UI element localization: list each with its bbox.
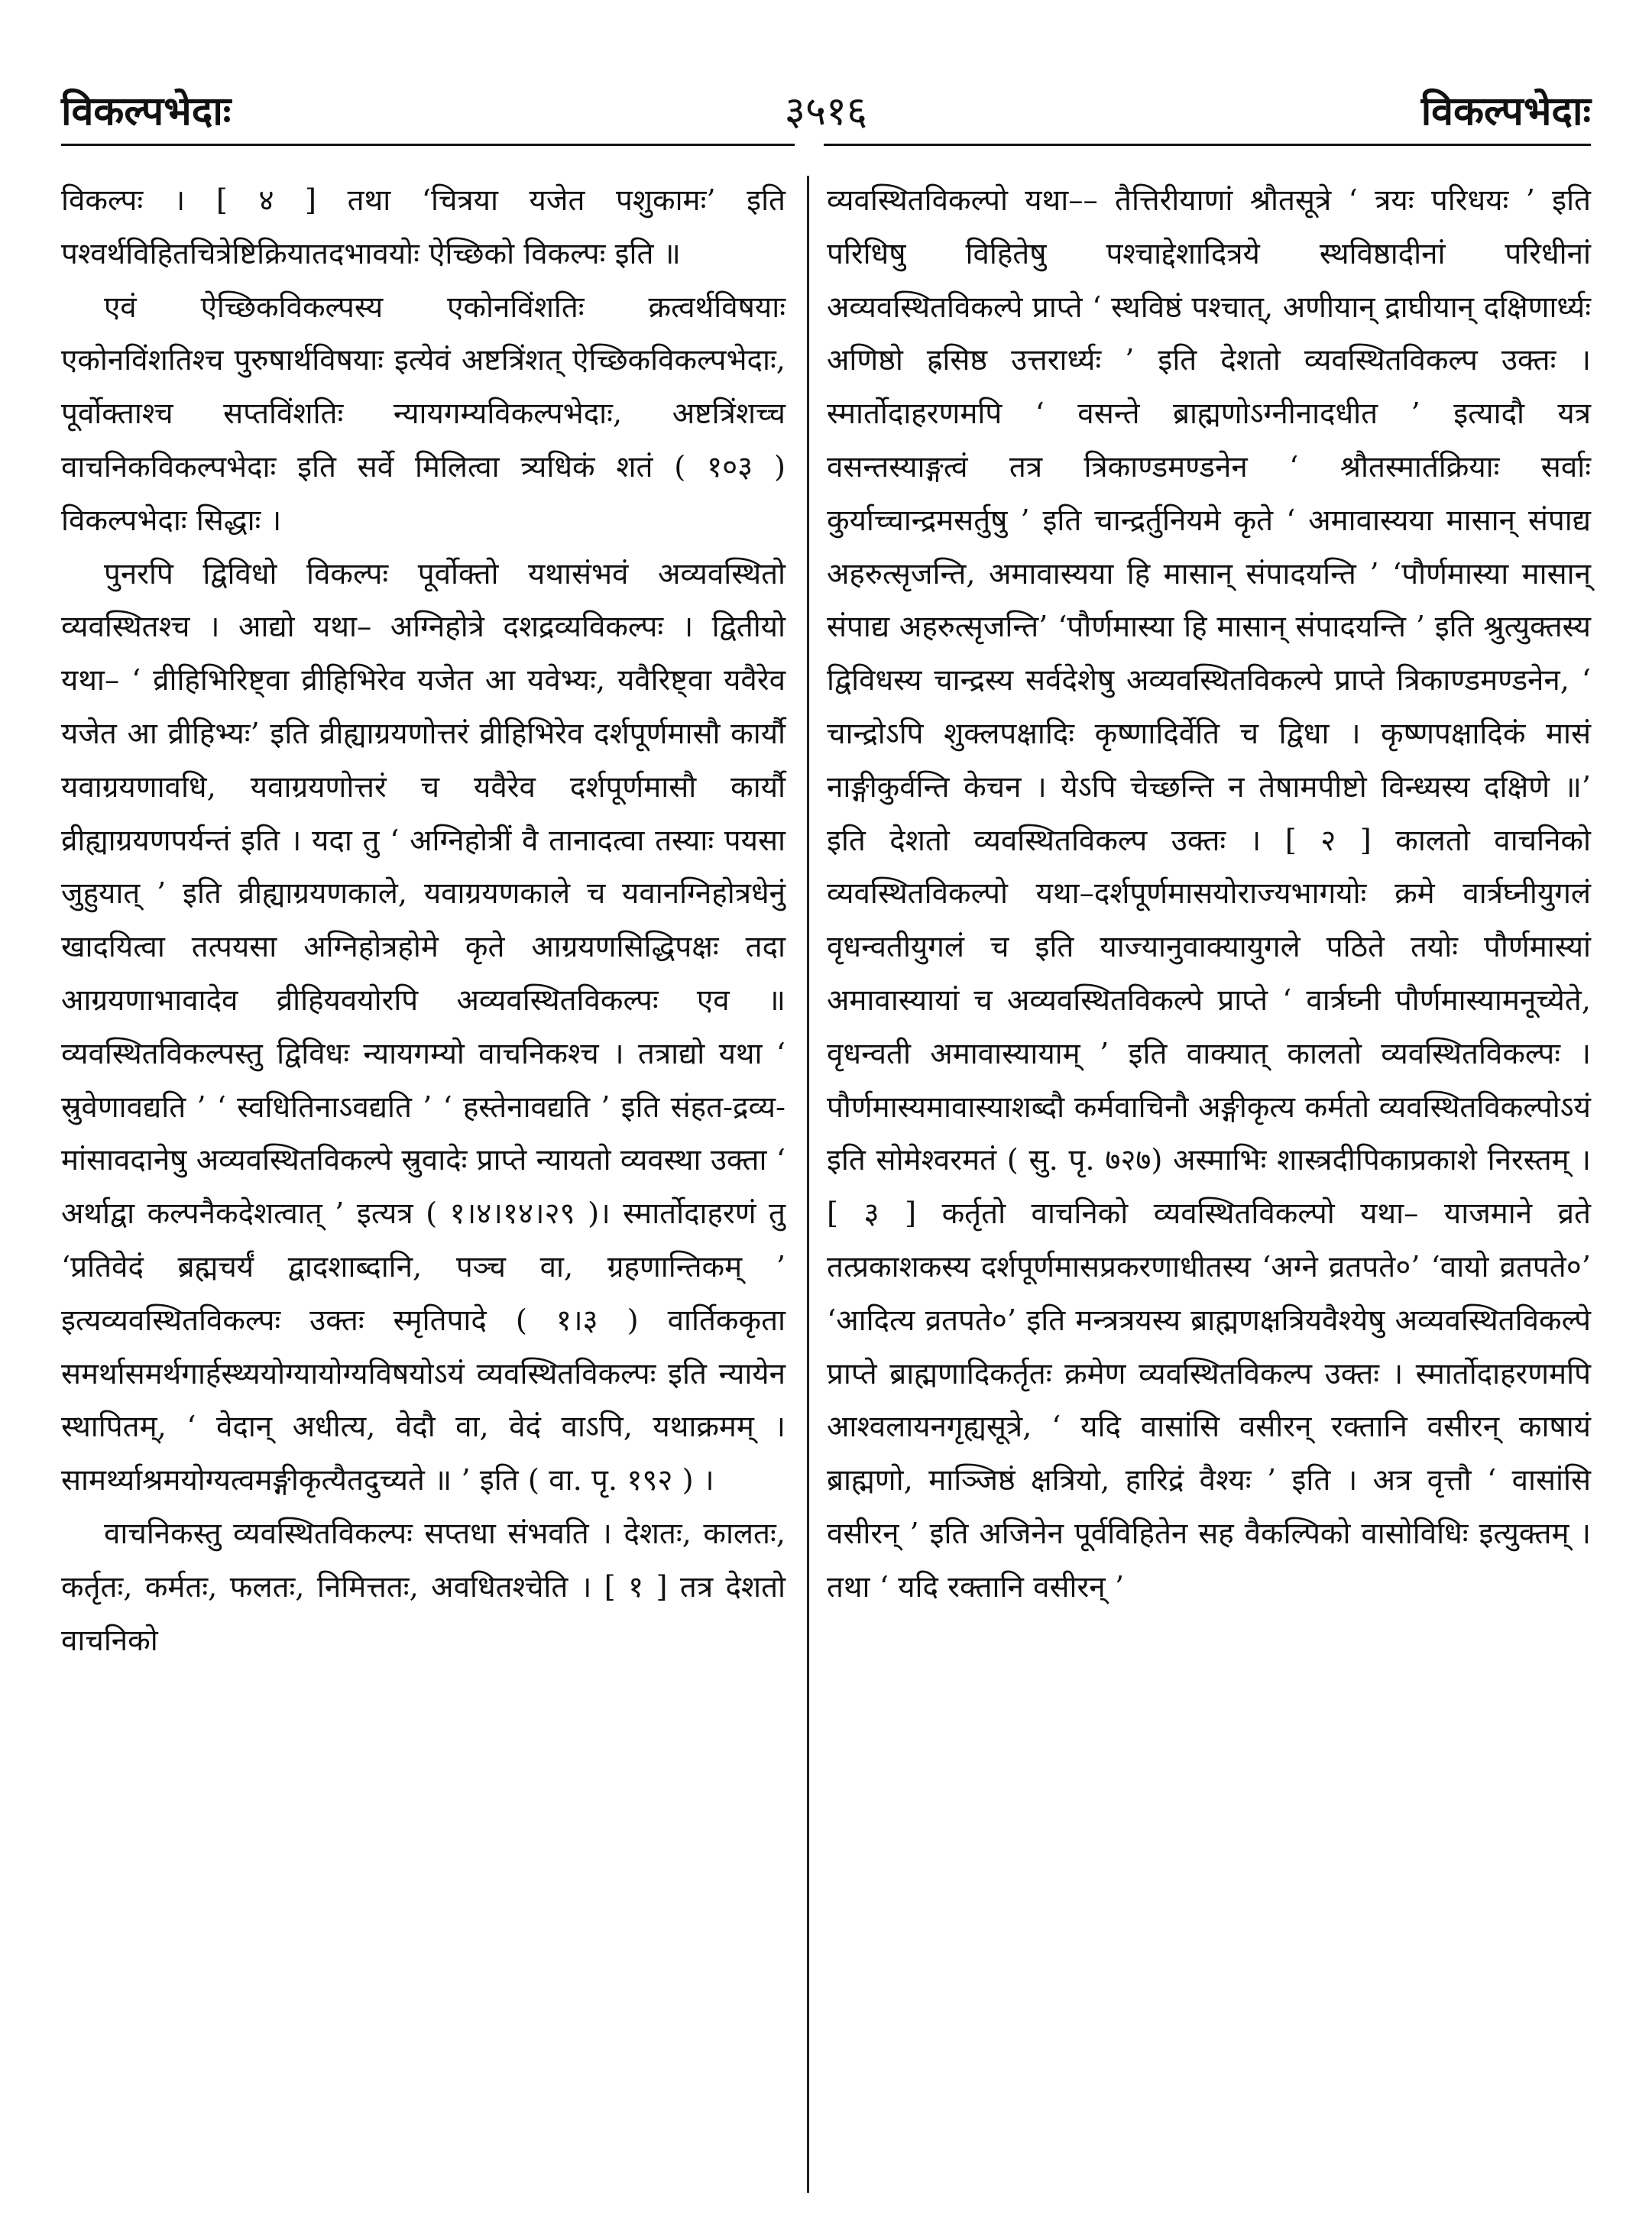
running-head-left: विकल्पभेदाः bbox=[61, 88, 232, 134]
paragraph: एवं ऐच्छिकविकल्पस्य एकोनविंशतिः क्रत्वर्थविषयाः एकोनविंशतिश्च पुरुषार्थविषयाः इत्येवं अष्टत्रिंशत् ऐच्छिकविकल्पभेदाः, पूर्वोक्ताश्च सप्तविंशतिः न्यायगम्यविकल्पभेदाः, अष्टत्रिंशच्च वाचनिकविकल्पभेदाः इति सर्वे मिलित्वा त्र्यधिकं शतं ( १०३ ) विकल्पभेदाः सिद्धाः । bbox=[61, 290, 786, 538]
paragraph: वाचनिकस्तु व्यवस्थितविकल्पः सप्तधा संभवति । देशतः, कालतः, कर्तृतः, कर्मतः, फलतः, निमित्ततः, अवधितश्चेति । [ १ ] तत्र देशतो वाचनिको bbox=[61, 1516, 786, 1658]
page-number: ३५१६ bbox=[784, 89, 868, 134]
column-divider bbox=[807, 176, 809, 2193]
paragraph: विकल्पः । [ ४ ] तथा ‘चित्रया यजेत पशुकामः’ इति पश्वर्थविहितचित्रेष्टिक्रियातदभावयोः ऐच्छिको विकल्पः इति ॥ bbox=[61, 183, 786, 271]
left-column bbox=[61, 174, 786, 1667]
header-rule-left bbox=[61, 144, 795, 146]
paragraph: व्यवस्थितविकल्पो यथा–– तैत्तिरीयाणां श्रौतसूत्रे ‘ त्रयः परिधयः ’ इति परिधिषु विहितेषु पश्चाद्देशादित्रये स्थविष्ठादीनां परिधीनां अव्यवस्थितविकल्पे प्राप्ते ‘ स्थविष्ठं पश्चात्, अणीयान् द्राघीयान् दक्षिणार्ध्यः अणिष्ठो ह्रसिष्ठ उत्तरार्ध्यः ’ इति देशतो व्यवस्थितविकल्प उक्तः । स्मार्तोदाहरणमपि ‘ वसन्ते ब्राह्मणोऽग्नीनादधीत ’ इत्यादौ यत्र वसन्तस्याङ्गत्वं तत्र त्रिकाण्डमण्डनेन ‘ श्रौतस्मार्तक्रियाः सर्वाः कुर्याच्चान्द्रमसर्तुषु ’ इति चान्द्रर्तुनियमे कृते ‘ अमावास्यया मासान् संपाद्य अहरुत्सृजन्ति, अमावास्यया हि मासान् संपादयन्ति ’ ‘पौर्णमास्या मासान् संपाद्य अहरुत्सृजन्ति’ ‘पौर्णमास्या हि मासान् संपादयन्ति ’ इति श्रुत्युक्तस्य द्विविधस्य चान्द्रस्य सर्वदेशेषु अव्यवस्थितविकल्पे प्राप्ते त्रिकाण्डमण्डनेन, ‘ चान्द्रोऽपि शुक्लपक्षादिः कृष्णादिर्वेति च द्विधा । कृष्णपक्षादिकं मासं नाङ्गीकुर्वन्ति केचन । येऽपि चेच्छन्ति न तेषामपीष्टो विन्ध्यस्य दक्षिणे ॥’ इति देशतो व्यवस्थितविकल्प उक्तः । [ २ ] कालतो वाचनिको व्यवस्थितविकल्पो यथा–दर्शपूर्णमासयोराज्यभागयोः क्रमे वार्त्रघ्नीयुगलं वृधन्वतीयुगलं च इति याज्यानुवाक्यायुगले पठिते तयोः पौर्णमास्यां अमावास्यायां च अव्यवस्थितविकल्पे प्राप्ते ‘ वार्त्रघ्नी पौर्णमास्यामनूच्येते, वृधन्वती अमावास्यायाम् ’ इति वाक्यात् कालतो व्यवस्थितविकल्पः । पौर्णमास्यमावास्याशब्दौ कर्मवाचिनौ अङ्गीकृत्य कर्मतो व्यवस्थितविकल्पोऽयं इति सोमेश्वरमतं ( सु. पृ. ७२७) अस्माभिः शास्त्रदीपिकाप्रकाशे निरस्तम् । [ ३ ] कर्तृतो वाचनिको व्यवस्थितविकल्पो यथा– याजमाने व्रते तत्प्रकाशकस्य दर्शपूर्णमासप्रकरणाधीतस्य ‘अग्ने व्रतपते०’ ‘वायो व्रतपते०’ ‘आदित्य व्रतपते०’ इति मन्त्रत्रयस्य ब्राह्मणक्षत्रियवैश्येषु अव्यवस्थितविकल्पे प्राप्ते ब्राह्मणादिकर्तृतः क्रमेण व्यवस्थितविकल्प उक्तः । स्मार्तोदाहरणमपि आश्वलायनगृह्यसूत्रे, ‘ यदि वासांसि वसीरन् रक्तानि वसीरन् काषायं ब्राह्मणो, माञ्जिष्ठं क्षत्रियो, हारिद्रं वैश्यः ’ इति । अत्र वृत्तौ ‘ वासांसि वसीरन् ’ इति अजिनेन पूर्वविहितेन सह वैकल्पिको वासोविधिः इत्युक्तम् । तथा ‘ यदि रक्तानि वसीरन् ’ bbox=[827, 183, 1591, 1604]
header-rule-right bbox=[824, 144, 1591, 146]
right-column bbox=[827, 174, 1591, 1614]
running-head-right: विकल्पभेदाः bbox=[1420, 88, 1591, 134]
paragraph: पुनरपि द्विविधो विकल्पः पूर्वोक्तो यथासंभवं अव्यवस्थितो व्यवस्थितश्च । आद्यो यथा– अग्निहोत्रे दशद्रव्यविकल्पः । द्वितीयो यथा– ‘ व्रीहिभिरिष्ट्वा व्रीहिभिरेव यजेत आ यवेभ्यः, यवैरिष्ट्वा यवैरेव यजेत आ व्रीहिभ्यः’ इति व्रीह्याग्रयणोत्तरं व्रीहिभिरेव दर्शपूर्णमासौ कार्यौ यवाग्रयणावधि, यवाग्रयणोत्तरं च यवैरेव दर्शपूर्णमासौ कार्यौ व्रीह्याग्रयणपर्यन्तं इति । यदा तु ‘ अग्निहोत्रीं वै तानादत्वा तस्याः पयसा जुहुयात् ’ इति व्रीह्याग्रयणकाले, यवाग्रयणकाले च यवानग्निहोत्रधेनुं खादयित्वा तत्पयसा अग्निहोत्रहोमे कृते आग्रयणसिद्धिपक्षः तदा आग्रयणाभावादेव व्रीहियवयोरपि अव्यवस्थितविकल्पः एव ॥ व्यवस्थितविकल्पस्तु द्विविधः न्यायगम्यो वाचनिकश्च । तत्राद्यो यथा ‘ स्रुवेणावद्यति ’ ‘ स्वधितिनाऽवद्यति ’ ‘ हस्तेनावद्यति ’ इति संहत-द्रव्य-मांसावदानेषु अव्यवस्थितविकल्पे स्रुवादेः प्राप्ते न्यायतो व्यवस्था उक्ता ‘ अर्थाद्वा कल्पनैकदेशत्वात् ’ इत्यत्र ( १।४।१४।२९ )। स्मार्तोदाहरणं तु ‘प्रतिवेदं ब्रह्मचर्यं द्वादशाब्दानि, पञ्च वा, ग्रहणान्तिकम् ’ इत्यव्यवस्थितविकल्पः उक्तः स्मृतिपादे ( १।३ ) वार्तिककृता समर्थासमर्थगार्हस्थ्ययोग्यायोग्यविषयोऽयं व्यवस्थितविकल्पः इति न्यायेन स्थापितम्, ‘ वेदान् अधीत्य, वेदौ वा, वेदं वाऽपि, यथाक्रमम् । सामर्थ्याश्रमयोग्यत्वमङ्गीकृत्यैतदुच्यते ॥ ’ इति ( वा. पृ. १९२ ) । bbox=[61, 556, 786, 1498]
